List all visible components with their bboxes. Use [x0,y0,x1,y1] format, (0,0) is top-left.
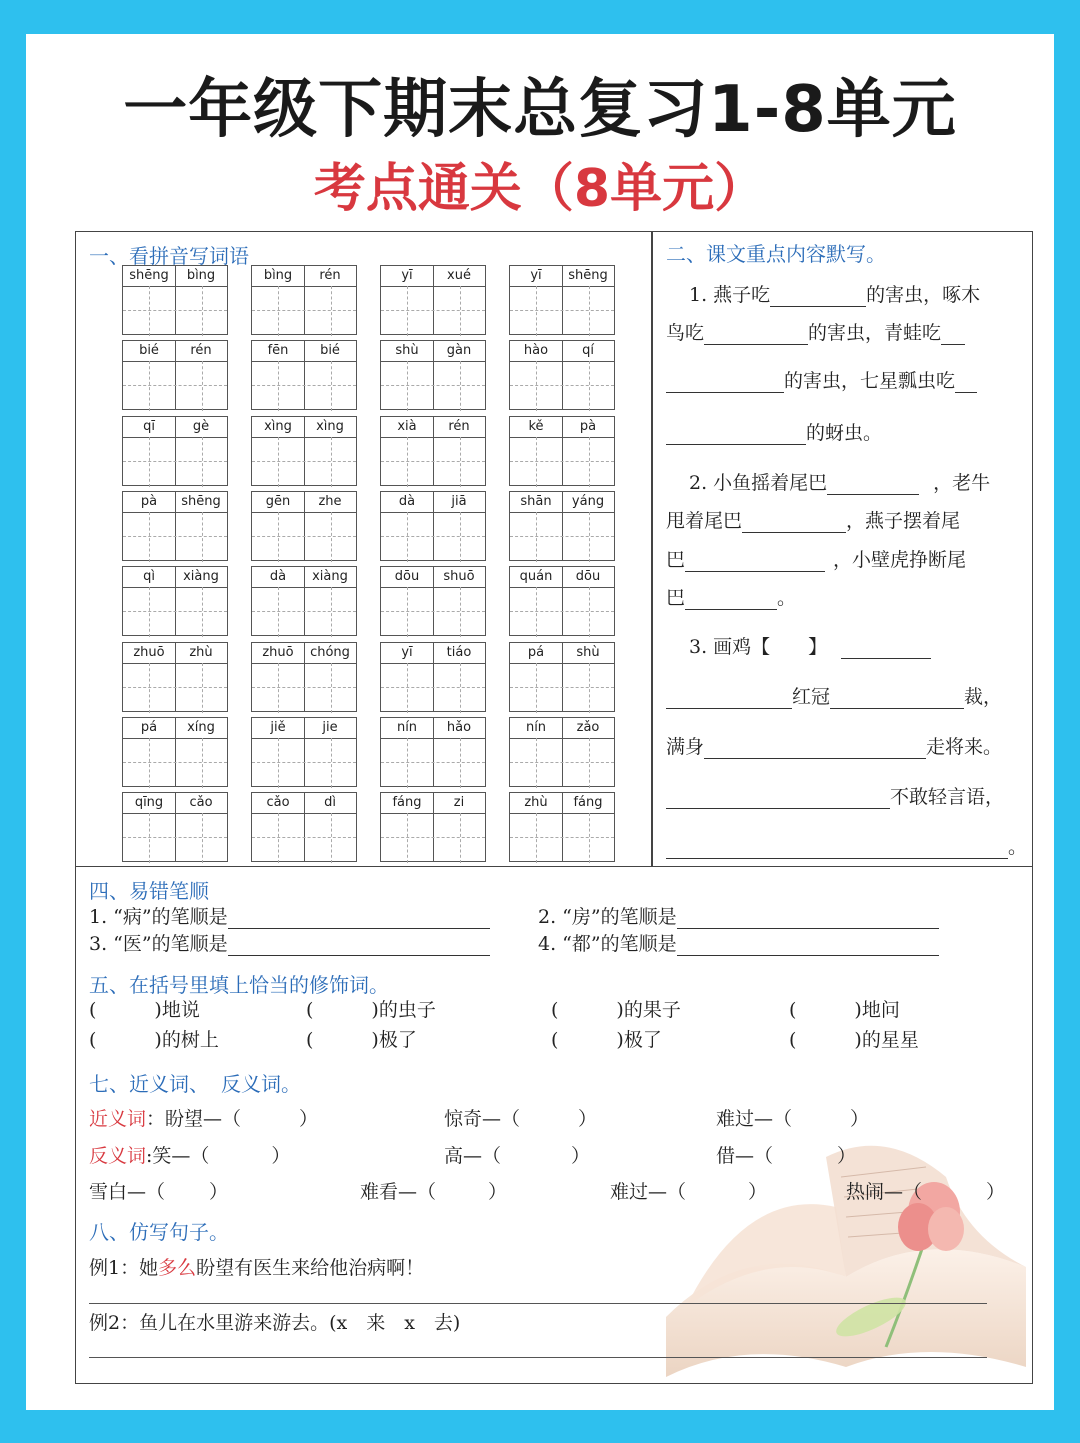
pinyin-cell [509,416,615,486]
writing-guide-line [202,738,203,788]
writing-guide-line [381,687,485,688]
writing-guide-line [510,310,614,311]
writing-guide-line [149,286,150,336]
pinyin-syllable: qí [582,343,594,359]
pinyin-syllable: yī [401,268,413,283]
writing-guide-line [278,587,279,637]
pinyin-cell [509,566,615,636]
writing-guide-line [252,385,356,386]
writing-guide-line [278,512,279,562]
q1-line3: 的害虫，七星瓢虫吃 [666,366,977,393]
writing-guide-line [536,813,537,863]
pinyin-cell [251,642,357,712]
writing-guide-line [562,793,563,861]
pinyin-syllable: xiàng [183,569,219,585]
writing-guide-line [202,437,203,487]
writing-guide-line [381,461,485,462]
writing-guide-line [510,385,614,386]
pinyin-syllable: shān [520,493,552,509]
section4-title: 四、易错笔顺 [89,879,209,903]
modifier-item: ( )的果子 [551,999,681,1021]
pinyin-cell [380,340,486,410]
pinyin-syllable: shēng [568,268,608,283]
writing-guide-line [278,361,279,411]
writing-guide-line [562,341,563,409]
writing-guide-line [407,663,408,713]
pinyin-cell [509,340,615,410]
pinyin-cell [122,642,228,712]
writing-guide-line [149,663,150,713]
pinyin-cell [122,340,228,410]
pinyin-syllable: dōu [394,569,420,585]
pinyin-syllable: xíng [187,719,215,735]
writing-guide-line [536,437,537,487]
pinyin-syllable: xià [397,418,417,434]
pinyin-syllable: jie [322,719,338,735]
pinyin-syllable: shù [576,644,600,660]
pinyin-syllable: nín [525,719,547,735]
pinyin-syllable: pà [140,493,158,509]
writing-guide-line [433,567,434,635]
stroke-order-item-1: 1. “病”的笔顺是 [89,902,490,929]
modifier-item: ( )的星星 [789,1029,919,1051]
pinyin-syllable: chóng [310,644,350,660]
pinyin-syllable: bìng [263,268,293,283]
pinyin-cell [251,416,357,486]
pinyin-cell [380,265,486,335]
pinyin-syllable: shēng [129,268,169,283]
q1-line1: 1. 燕子吃 的害虫，啄木 [689,284,981,306]
writing-guide-line [175,718,176,786]
pinyin-syllable: fáng [392,795,422,811]
q2-line1: 2. 小鱼摇着尾巴 ，老牛 [689,472,991,494]
bottom-section [75,866,1033,1384]
pinyin-cell [122,717,228,787]
writing-guide-line [149,587,150,637]
section2-title: 二、课文重点内容默写。 [666,242,886,266]
pinyin-syllable: jiā [451,493,467,509]
answer-line-2 [89,1357,987,1358]
pinyin-cell [251,792,357,862]
antonym-row: 反义词:笑—（ ） [89,1145,291,1167]
writing-guide-line [175,266,176,334]
pinyin-syllable: kě [528,418,544,434]
writing-guide-line [304,492,305,560]
writing-guide-line [433,417,434,485]
pinyin-syllable: shuō [443,569,475,585]
pinyin-cell [251,566,357,636]
flower-petal-3 [928,1207,964,1251]
writing-guide-line [407,587,408,637]
pinyin-cell [380,566,486,636]
writing-guide-line [510,687,614,688]
writing-guide-line [304,793,305,861]
pinyin-syllable: bìng [186,268,216,283]
writing-guide-line [510,611,614,612]
pinyin-syllable: nín [396,719,418,735]
pinyin-cell [509,792,615,862]
writing-guide-line [536,587,537,637]
pinyin-syllable: xiàng [312,569,348,585]
writing-guide-line [433,793,434,861]
example-2: 例2：鱼儿在水里游来游去。(x 来 x 去) [89,1312,461,1334]
pinyin-cell [380,792,486,862]
q2-line2: 甩着尾巴 ，燕子摆着尾 [666,510,961,532]
writing-guide-line [331,512,332,562]
writing-guide-line [123,385,227,386]
writing-guide-line [331,587,332,637]
pinyin-syllable: xìng [264,418,292,434]
pinyin-cell [251,265,357,335]
writing-guide-line [331,663,332,713]
writing-guide-line [202,663,203,713]
q2-line3: 巴 ，小壁虎挣断尾 [666,549,967,571]
writing-guide-line [149,437,150,487]
writing-guide-line [460,361,461,411]
writing-guide-line [536,663,537,713]
q1-line2: 鸟吃 的害虫，青蛙吃 [666,318,965,345]
writing-guide-line [304,567,305,635]
modifier-item: ( )的虫子 [306,999,436,1021]
q1-line4: 的蚜虫。 [666,418,882,445]
writing-guide-line [562,567,563,635]
pinyin-section [75,231,653,867]
writing-guide-line [460,663,461,713]
pinyin-syllable: rén [319,268,341,283]
pinyin-syllable: dà [398,493,416,509]
writing-guide-line [331,361,332,411]
writing-guide-line [252,611,356,612]
writing-guide-line [304,266,305,334]
writing-guide-line [123,536,227,537]
writing-guide-line [433,643,434,711]
pinyin-syllable: shù [395,343,419,359]
pinyin-cell [122,265,228,335]
writing-guide-line [202,361,203,411]
writing-guide-line [407,361,408,411]
example-1: 例1：她多么盼望有医生来给他治病啊！ [89,1257,425,1279]
section7-title: 七、近义词、 反义词。 [89,1072,301,1096]
antonym-label: 反义词 [89,1145,147,1167]
writing-guide-line [433,718,434,786]
pinyin-syllable: cǎo [189,795,213,811]
writing-guide-line [407,512,408,562]
q3-line3: 满身 走将来。 [666,736,1003,758]
writing-guide-line [123,762,227,763]
writing-guide-line [536,286,537,336]
pinyin-syllable: yáng [571,493,605,509]
pinyin-syllable: fáng [573,795,603,811]
pinyin-cell [251,340,357,410]
pinyin-syllable: gè [192,418,210,434]
writing-guide-line [510,837,614,838]
writing-guide-line [304,718,305,786]
writing-guide-line [589,813,590,863]
writing-guide-line [175,341,176,409]
writing-guide-line [149,361,150,411]
writing-guide-line [589,286,590,336]
q3-line5: 。 [666,832,1027,859]
pinyin-cell [380,416,486,486]
pinyin-syllable: hǎo [446,719,472,735]
pinyin-syllable: quán [519,569,553,585]
writing-guide-line [407,813,408,863]
writing-guide-line [589,663,590,713]
writing-guide-line [149,813,150,863]
writing-guide-line [381,762,485,763]
antonym-item-2: 高—（ ） [444,1145,591,1167]
writing-guide-line [510,536,614,537]
writing-guide-line [304,643,305,711]
pinyin-syllable: xìng [316,418,344,434]
modifier-item: ( )地问 [789,999,900,1021]
section1-title: 一、看拼音写词语 [89,244,249,268]
pinyin-cell [122,792,228,862]
writing-guide-line [149,512,150,562]
pinyin-cell [380,491,486,561]
writing-guide-line [433,266,434,334]
writing-guide-line [562,492,563,560]
page-subtitle: 考点通关（8单元） [313,159,767,219]
pinyin-syllable: yī [530,268,542,283]
writing-guide-line [381,837,485,838]
pinyin-syllable: jiě [270,719,286,735]
writing-guide-line [331,437,332,487]
writing-guide-line [510,762,614,763]
antonym-more-2: 难看—（ ） [360,1181,508,1203]
pinyin-syllable: zhuō [262,644,294,660]
pinyin-cell [509,265,615,335]
synonym-item-3: 难过—（ ） [716,1108,870,1130]
writing-guide-line [175,793,176,861]
writing-guide-line [123,611,227,612]
pinyin-syllable: yī [401,644,413,660]
pinyin-syllable: pá [140,719,158,735]
writing-guide-line [589,738,590,788]
q3-line1: 3. 画鸡【 】 [689,632,931,659]
pinyin-syllable: zhù [189,644,213,660]
writing-guide-line [149,738,150,788]
writing-guide-line [175,417,176,485]
writing-guide-line [278,813,279,863]
pinyin-syllable: gàn [446,343,472,359]
q2-line4: 巴 。 [666,587,797,609]
writing-guide-line [562,266,563,334]
pinyin-syllable: qīng [134,795,164,811]
writing-guide-line [381,611,485,612]
pinyin-syllable: pà [579,418,597,434]
pinyin-syllable: zi [453,795,465,811]
pinyin-syllable: pá [527,644,545,660]
writing-guide-line [252,687,356,688]
recitation-section [651,231,1033,867]
antonym-item-3: 借—（ ） [716,1145,857,1167]
writing-guide-line [202,286,203,336]
pinyin-cell [509,642,615,712]
writing-guide-line [589,361,590,411]
writing-guide-line [331,738,332,788]
pinyin-syllable: shēng [181,493,221,509]
writing-guide-line [175,643,176,711]
pinyin-syllable: gēn [265,493,291,509]
pinyin-syllable: dà [269,569,287,585]
pinyin-syllable: qī [143,418,155,434]
answer-line-1 [89,1303,987,1304]
pinyin-syllable: zhe [318,493,342,509]
writing-guide-line [536,738,537,788]
writing-guide-line [331,286,332,336]
writing-guide-line [304,417,305,485]
pinyin-cell [509,717,615,787]
writing-guide-line [460,813,461,863]
writing-guide-line [562,718,563,786]
synonym-row: 近义词：盼望—（ ） [89,1108,319,1130]
q3-line4: 不敢轻言语， [666,782,1004,809]
writing-guide-line [433,492,434,560]
writing-guide-line [202,512,203,562]
writing-guide-line [589,437,590,487]
writing-guide-line [510,461,614,462]
writing-guide-line [460,437,461,487]
writing-guide-line [304,341,305,409]
pinyin-syllable: dì [324,795,336,811]
pinyin-syllable: hào [523,343,549,359]
writing-guide-line [252,461,356,462]
section5-title: 五、在括号里填上恰当的修饰词。 [89,973,389,997]
writing-guide-line [589,512,590,562]
writing-guide-line [278,738,279,788]
pinyin-syllable: tiáo [446,644,472,660]
writing-guide-line [407,437,408,487]
writing-guide-line [331,813,332,863]
antonym-more-1: 雪白—（ ） [89,1181,229,1203]
section8-title: 八、仿写句子。 [89,1220,229,1244]
q3-line2: 红冠 裁， [666,682,1002,709]
writing-guide-line [202,813,203,863]
pinyin-syllable: zǎo [576,719,600,735]
synonym-item-2: 惊奇—（ ） [444,1108,598,1130]
pinyin-cell [122,491,228,561]
pinyin-cell [509,491,615,561]
writing-guide-line [252,536,356,537]
writing-guide-line [407,286,408,336]
writing-guide-line [562,417,563,485]
pinyin-syllable: bié [139,343,159,359]
writing-guide-line [460,587,461,637]
writing-guide-line [589,587,590,637]
antonym-more-4: 热闹—（ ） [846,1181,1006,1203]
page-title: 一年级下期末总复习1-8单元 [123,73,957,147]
pinyin-syllable: xué [447,268,471,283]
pinyin-syllable: fēn [267,343,289,359]
stroke-order-item-4: 4. “都”的笔顺是 [538,929,939,956]
pinyin-syllable: rén [190,343,212,359]
pinyin-cell [122,566,228,636]
pinyin-syllable: bié [320,343,340,359]
writing-guide-line [381,536,485,537]
writing-guide-line [202,587,203,637]
writing-guide-line [278,663,279,713]
writing-guide-line [278,286,279,336]
pinyin-syllable: zhuō [133,644,165,660]
modifier-item: ( )极了 [306,1029,417,1051]
writing-guide-line [460,512,461,562]
pinyin-syllable: zhù [524,795,548,811]
worksheet-page [26,34,1054,1410]
writing-guide-line [381,310,485,311]
pinyin-cell [251,491,357,561]
writing-guide-line [123,310,227,311]
writing-guide-line [123,687,227,688]
writing-guide-line [562,643,563,711]
writing-guide-line [536,361,537,411]
writing-guide-line [278,437,279,487]
writing-guide-line [252,310,356,311]
pinyin-syllable: dōu [575,569,601,585]
writing-guide-line [175,492,176,560]
pinyin-cell [380,642,486,712]
stroke-order-item-2: 2. “房”的笔顺是 [538,902,939,929]
writing-guide-line [460,286,461,336]
pinyin-cell [251,717,357,787]
pinyin-syllable: cǎo [266,795,290,811]
pinyin-cell [122,416,228,486]
writing-guide-line [407,738,408,788]
stroke-order-item-3: 3. “医”的笔顺是 [89,929,490,956]
writing-guide-line [252,837,356,838]
pinyin-syllable: qì [143,569,155,585]
modifier-item: ( )极了 [551,1029,662,1051]
writing-guide-line [433,341,434,409]
writing-guide-line [460,738,461,788]
modifier-item: ( )地说 [89,999,200,1021]
writing-guide-line [381,385,485,386]
writing-guide-line [536,512,537,562]
modifier-item: ( )的树上 [89,1029,219,1051]
writing-guide-line [123,837,227,838]
antonym-more-3: 难过—（ ） [610,1181,768,1203]
writing-guide-line [252,762,356,763]
writing-guide-line [123,461,227,462]
pinyin-syllable: rén [448,418,470,434]
synonym-label: 近义词 [89,1108,147,1130]
writing-guide-line [175,567,176,635]
pinyin-cell [380,717,486,787]
